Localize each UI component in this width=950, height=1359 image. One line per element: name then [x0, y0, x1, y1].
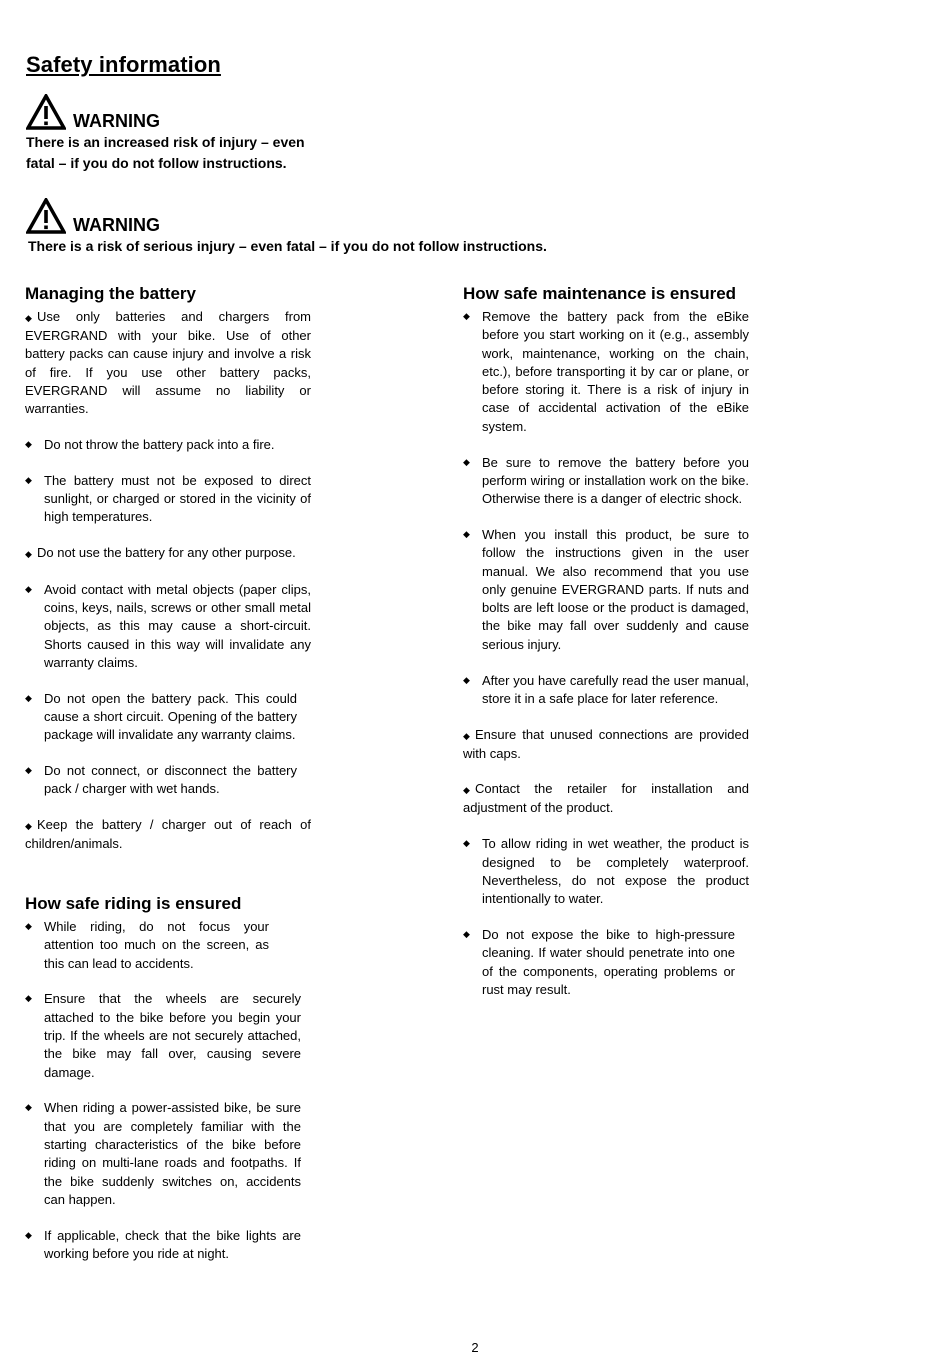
- list-item: ◆ To allow riding in wet weather, the product is designed to be completely waterproof. Nevertheless, do not expose the product intentionally to water.: [463, 836, 749, 907]
- list-item: ◆ Do not connect, or disconnect the battery pack / charger with wet hands.: [25, 763, 297, 797]
- diamond-bullet-icon: ◆: [25, 765, 32, 776]
- list-item: ◆ If applicable, check that the bike lights are working before you ride at night.: [25, 1227, 301, 1261]
- diamond-bullet-icon: ◆: [463, 785, 470, 796]
- diamond-bullet-icon: ◆: [25, 583, 32, 594]
- diamond-bullet-icon: ◆: [25, 438, 32, 449]
- list-item: ◆ Do not open the battery pack. This could cause a short circuit. Opening of the battery package will invalidate any warranty claims.: [25, 690, 297, 743]
- diamond-bullet-icon: ◆: [25, 920, 32, 931]
- list-item: ◆ While riding, do not focus your attention too much on the screen, as this can lead to accidents.: [25, 918, 269, 971]
- section-heading-riding: How safe riding is ensured: [25, 893, 242, 913]
- diamond-bullet-icon: ◆: [25, 993, 32, 1004]
- diamond-bullet-icon: ◆: [463, 838, 470, 849]
- list-item: ◆ The battery must not be exposed to direct sunlight, or charged or stored in the vicinity of high temperatures.: [25, 472, 311, 525]
- list-item: ◆ After you have carefully read the user manual, store it in a safe place for later reference.: [463, 672, 749, 706]
- right-column: [463, 283, 749, 1017]
- diamond-bullet-icon: ◆: [25, 313, 32, 323]
- diamond-bullet-icon: ◆: [463, 928, 470, 939]
- section-heading-battery: Managing the battery: [25, 284, 196, 303]
- list-item: ◆ Contact the retailer for installation and adjustment of the product.: [463, 781, 749, 816]
- section-heading-maintenance: How safe maintenance is ensured: [463, 284, 737, 303]
- diamond-bullet-icon: ◆: [25, 692, 32, 703]
- diamond-bullet-icon: ◆: [25, 821, 32, 832]
- list-item: ◆ Do not use the battery for any other purpose.: [25, 544, 311, 563]
- list-item: ◆ When you install this product, be sure to follow the instructions given in the user manual. We also recommend that you use only genuine EVERGRAND parts. If nuts and bolts are left loose or the product is damaged, the bike may fall over suddenly and cause serious injury.: [463, 526, 749, 652]
- diamond-bullet-icon: ◆: [463, 528, 470, 539]
- warning-text: There is an increased risk of injury – even fatal – if you do not follow instructions.: [26, 134, 305, 171]
- diamond-bullet-icon: ◆: [25, 474, 32, 485]
- list-item: ◆ Remove the battery pack from the eBike before you start working on it (e.g., assembly work, maintenance, working on the chain, etc.), before transporting it by car or plane, or before storing it. There is a risk of injury in case of accidental activation of the eBike system.: [463, 309, 749, 434]
- page-number: 2: [471, 1340, 479, 1355]
- left-column: [25, 283, 311, 1281]
- list-item: ◆ Ensure that unused connections are provided with caps.: [463, 726, 749, 761]
- list-item: ◆ Ensure that the wheels are securely attached to the bike before you begin your trip. If the wheels are not securely attached, the bike may fall over, causing severe damage.: [25, 991, 301, 1080]
- list-item: ◆ Use only batteries and chargers from EVERGRAND with your bike. Use of other battery packs can cause injury and involve a risk of fire. If you use other battery packs, EVERGRAND will assume no liability or warranties.: [25, 309, 311, 417]
- warning-block-1: [26, 90, 305, 174]
- diamond-bullet-icon: ◆: [463, 674, 470, 685]
- diamond-bullet-icon: ◆: [25, 549, 32, 560]
- warning-text: There is a risk of serious injury – even fatal – if you do not follow instructions.: [28, 238, 547, 254]
- diamond-bullet-icon: ◆: [463, 456, 470, 467]
- list-item: ◆ Be sure to remove the battery before you perform wiring or installation work on the bike. Otherwise there is a danger of electric shock.: [463, 454, 749, 507]
- warning-label: WARNING: [73, 111, 160, 131]
- list-item: ◆ Do not throw the battery pack into a fire.: [25, 436, 275, 452]
- diamond-bullet-icon: ◆: [25, 1102, 32, 1113]
- list-item: ◆ Keep the battery / charger out of reach of children/animals.: [25, 817, 311, 852]
- warning-block-2: [26, 194, 547, 257]
- diamond-bullet-icon: ◆: [25, 1229, 32, 1240]
- warning-label: WARNING: [73, 215, 160, 235]
- diamond-bullet-icon: ◆: [463, 311, 470, 321]
- list-item: ◆ When riding a power-assisted bike, be sure that you are completely familiar with the starting characteristics of the bike before riding on multi-lane roads and footpaths. If the bike suddenly switches on, accidents can happen.: [25, 1100, 301, 1207]
- warning-triangle-icon: [26, 198, 66, 234]
- page-title: Safety information: [26, 52, 221, 77]
- list-item: ◆ Do not expose the bike to high-pressure cleaning. If water should penetrate into one of the components, operating problems or rust may result.: [463, 926, 735, 997]
- diamond-bullet-icon: ◆: [463, 730, 470, 741]
- list-item: ◆ Avoid contact with metal objects (paper clips, coins, keys, nails, screws or other small metal objects, as this may cause a short-circuit. Shorts caused in this way will invalidate any warranty claims.: [25, 581, 311, 670]
- warning-triangle-icon: [26, 94, 66, 130]
